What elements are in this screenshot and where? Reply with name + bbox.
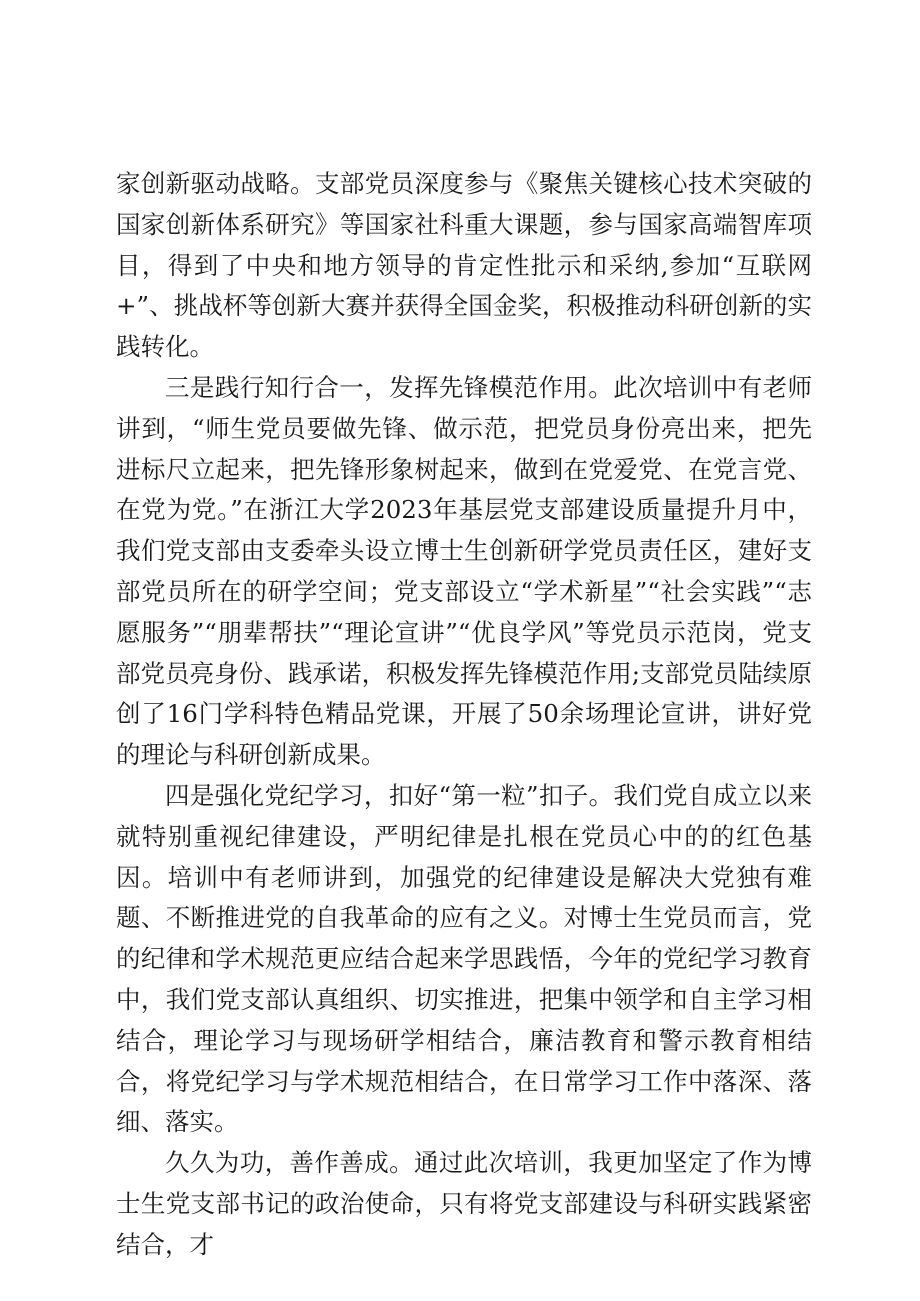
document-body bbox=[116, 164, 812, 1266]
paragraph-continuation: 家创新驱动战略。支部党员深度参与《聚焦关键核心技术突破的国家创新体系研究》等国家社科重大课题，参与国家高端智库项目，得到了中央和地方领导的肯定性批示和采纳,参加“互联网+”、挑战杯等创新大赛并获得全国金奖，积极推动科研创新的实践转化。 bbox=[116, 169, 812, 362]
paragraph-conclusion: 久久为功，善作善成。通过此次培训，我更加坚定了作为博士生党支部书记的政治使命，只有将党支部建设与科研实践紧密结合，才 bbox=[116, 1148, 812, 1259]
paragraph-point-three: 三是践行知行合一，发挥先锋模范作用。此次培训中有老师讲到，“师生党员要做先锋、做示范，把党员身份亮出来，把先进标尺立起来，把先锋形象树起来，做到在党爱党、在党言党、在党为党。”在浙江大学2023年基层党支部建设质量提升月中，我们党支部由支委牵头设立博士生创新研学党员责任区，建好支部党员所在的研学空间；党支部设立“学术新星”“社会实践”“志愿服务”“朋辈帮扶”“理论宣讲”“优良学风”等党员示范岗，党支部党员亮身份、践承诺，积极发挥先锋模范作用;支部党员陆续原创了16门学科特色精品党课，开展了50余场理论宣讲，讲好党的理论与科研创新成果。 bbox=[116, 372, 812, 770]
paragraph-point-four: 四是强化党纪学习，扣好“第一粒”扣子。我们党自成立以来就特别重视纪律建设，严明纪律是扎根在党员心中的的红色基因。培训中有老师讲到，加强党的纪律建设是解决大党独有难题、不断推进党的自我革命的应有之义。对博士生党员而言，党的纪律和学术规范更应结合起来学思践悟，今年的党纪学习教育中，我们党支部认真组织、切实推进，把集中领学和自主学习相结合，理论学习与现场研学相结合，廉洁教育和警示教育相结合，将党纪学习与学术规范相结合，在日常学习工作中落深、落细、落实。 bbox=[116, 780, 812, 1137]
